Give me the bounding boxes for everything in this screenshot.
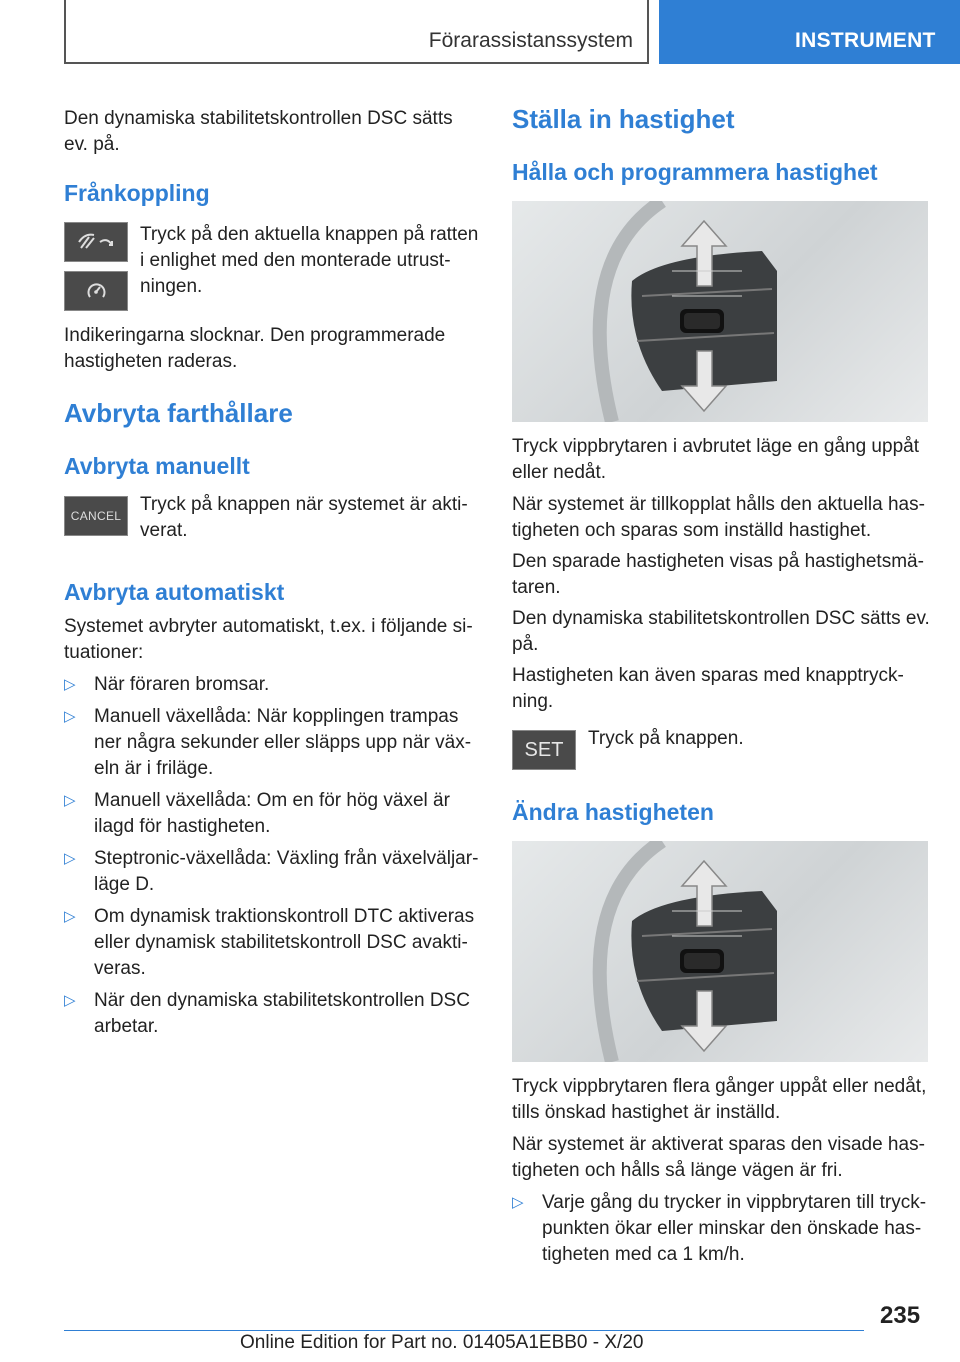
footer-divider [64,1330,864,1331]
list-item: ▷ Manuell växellåda: När kopplingen trampas ner några sekunder eller släpps upp när växeln är i friläge. [64,706,472,779]
intro-text: Den dynamiska stabilitetskontrollen DSC sätts ev. på. [64,108,453,155]
bullet-triangle-icon: ▷ [512,1194,524,1211]
heading-andra-hastigheten: Ändra hastigheten [512,799,714,825]
list-item: ▷ Manuell växellåda: Om en för hög växel är ilagd för hastigheten. [64,790,450,837]
header-chapter-tab [659,0,960,64]
paragraph-1: Tryck vippbrytaren i avbrutet läge en gång uppåt eller nedåt. [512,436,919,483]
list-item: ▷ Steptronic-växellåda: Växling från växelväljarläge D. [64,848,479,895]
footer-edition: Online Edition for Part no. 01405A1EBB0 - X/20 [240,1332,644,1353]
frankoppling-text-2: Indikeringarna slocknar. Den programmerade hastigheten raderas. [64,325,446,372]
set-button-label: SET [524,738,564,761]
heading-avbryta-manuellt: Avbryta manuellt [64,453,250,479]
bullet-triangle-icon: ▷ [64,708,76,725]
paragraph-7: När systemet är aktiverat sparas den visade hastigheten och hålls så länge vägen är fri. [512,1134,925,1181]
cancel-button-icon [64,496,128,536]
manuellt-text: Tryck på knappen när systemet är aktiverat. [140,494,468,541]
bullet-triangle-icon: ▷ [64,676,76,693]
set-button-icon [512,730,576,770]
paragraph-3: Den sparade hastigheten visas på hastighetsmätaren. [512,551,924,598]
steering-wheel-rocker-image [512,201,928,422]
change-speed-list [512,1190,930,1274]
header-chapter-title: INSTRUMENT [795,29,936,52]
set-text: Tryck på knappen. [588,728,744,749]
page-number: 235 [880,1302,921,1329]
automatic-cancel-list [64,672,479,1046]
bullet-triangle-icon: ▷ [64,908,76,925]
bullet-triangle-icon: ▷ [64,850,76,867]
list-item: ▷ När den dynamiska stabilitetskontrollen DSC arbetar. [64,990,470,1037]
header-section-title: Förarassistanssystem [428,29,633,52]
frankoppling-text: Tryck på den aktuella knappen på ratten i enlighet med den monterade utrustningen. [140,224,479,297]
cruise-control-button-icon [64,271,128,311]
list-item: ▷ Varje gång du trycker in vippbrytaren till tryckpunkten ökar eller minskar den önskade hastigheten med ca 1 km/h. [512,1192,927,1265]
heading-stalla-in-hastighet: Ställa in hastighet [512,104,735,134]
automatiskt-text: Systemet avbryter automatiskt, t.ex. i följande situationer: [64,616,473,663]
paragraph-5: Hastigheten kan även sparas med knapptryckning. [512,665,904,712]
list-item: ▷ När föraren bromsar. [64,672,479,698]
heading-halla-och-programmera: Hålla och programmera hastighet [512,159,878,185]
paragraph-2: När systemet är tillkopplat hålls den aktuella hastigheten och sparas som inställd hastighet. [512,494,925,541]
paragraph-4: Den dynamiska stabilitetskontrollen DSC sätts ev. på. [512,608,930,655]
header-section-tab [64,0,649,64]
heading-frankoppling: Frånkoppling [64,180,210,206]
steering-wheel-rocker-image-2 [512,841,928,1062]
list-item: ▷ Om dynamisk traktionskontroll DTC aktiveras eller dynamisk stabilitetskontroll DSC avaktiveras. [64,906,475,979]
cancel-button-label: CANCEL [70,509,122,523]
speed-limiter-button-icon [64,222,128,262]
bullet-triangle-icon: ▷ [64,792,76,809]
bullet-triangle-icon: ▷ [64,992,76,1009]
heading-avbryta-farthallare: Avbryta farthållare [64,398,293,428]
heading-avbryta-automatiskt: Avbryta automatiskt [64,579,285,605]
paragraph-6: Tryck vippbrytaren flera gånger uppåt eller nedåt, tills önskad hastighet är inställd. [512,1076,927,1123]
